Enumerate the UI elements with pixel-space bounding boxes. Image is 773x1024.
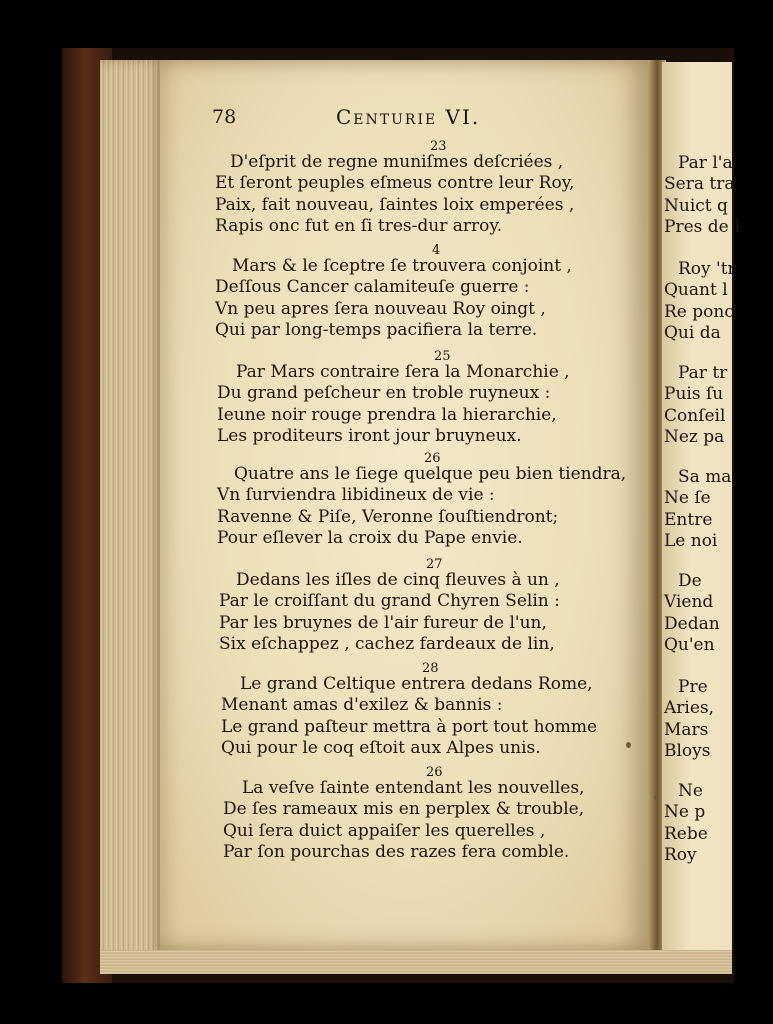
quatrain-number: 4 bbox=[432, 243, 441, 258]
verse-line: Le grand Celtique entrera dedans Rome, bbox=[240, 674, 593, 694]
quatrain-number: 26 bbox=[424, 451, 441, 466]
quatrain-number: 26 bbox=[426, 765, 443, 780]
verse-line: De ſes rameaux mis en perplex & trouble, bbox=[223, 799, 585, 820]
verse-line: Par Mars contraire ſera la Monarchie , bbox=[236, 362, 570, 382]
facing-page-fragment: Bloys bbox=[664, 740, 711, 761]
verse-line: Qui pour le coq eſtoit aux Alpes unis. bbox=[221, 737, 541, 758]
verse-line: Par les bruynes de l'air fureur de l'un, bbox=[219, 612, 547, 633]
facing-page-fragment: Rebe bbox=[664, 823, 708, 844]
facing-page-fragment: Ne p bbox=[664, 802, 706, 823]
quatrain-number: 28 bbox=[422, 661, 439, 676]
bottom-page-edge bbox=[100, 950, 732, 974]
facing-page-fragment: Conſeil bbox=[664, 405, 726, 426]
facing-page-fragment: Sera tra bbox=[664, 174, 735, 195]
facing-page-fragment: Sa ma bbox=[678, 467, 732, 487]
verse-line: Dedans les iſles de cinq fleuves à un , bbox=[236, 570, 560, 590]
facing-page-fragment: Ne ſe bbox=[664, 488, 711, 509]
page-number: 78 bbox=[212, 106, 237, 128]
verse-line: La veſve ſainte entendant les nouvelles, bbox=[242, 778, 585, 798]
facing-page-fragment: Viend bbox=[664, 592, 714, 613]
verse-line: Les proditeurs iront jour bruyneux. bbox=[217, 425, 522, 446]
facing-page-fragment: Ne bbox=[678, 781, 703, 801]
verse-line: Menant amas d'exilez & bannis : bbox=[221, 695, 503, 716]
verse-line: Le grand paſteur mettra à port tout homme bbox=[221, 716, 598, 737]
verse-line: Par ſon pourchas des razes fera comble. bbox=[223, 841, 570, 862]
facing-page-fragment: Mars bbox=[664, 719, 709, 740]
verse-line: Ieune noir rouge prendra la hierarchie, bbox=[217, 404, 557, 425]
facing-page-fragment: Qui da bbox=[664, 322, 721, 343]
facing-page-fragment: Qu'en bbox=[664, 634, 715, 655]
right-page bbox=[662, 62, 741, 957]
verse-line: Pour eſlever la croix du Pape envie. bbox=[217, 527, 523, 548]
verse-line: Rapis onc fut en ſi tres-dur arroy. bbox=[215, 215, 503, 236]
verse-line: Par le croiſſant du grand Chyren Selin : bbox=[219, 591, 560, 612]
facing-page-fragment: Quant l bbox=[664, 280, 728, 301]
facing-page-fragment: Puis ſu bbox=[664, 384, 724, 405]
facing-page-fragment: Par tr bbox=[678, 363, 728, 383]
verse-line: Qui par long-temps pacifiera la terre. bbox=[215, 319, 538, 340]
facing-page-fragment: Nez pa bbox=[664, 426, 725, 447]
paper-spot bbox=[654, 795, 658, 800]
facing-page-fragment: Dedan bbox=[664, 613, 720, 634]
facing-page-fragment: Roy bbox=[664, 844, 697, 865]
facing-page-fragment: Aries, bbox=[664, 698, 715, 719]
verse-line: Deſſous Cancer calamiteuſe guerre : bbox=[215, 277, 530, 298]
facing-page-fragment: Par l'a bbox=[678, 153, 733, 173]
verse-line: Du grand peſcheur en troble ruyneux : bbox=[217, 383, 551, 404]
facing-page-fragment: Pres de I bbox=[664, 216, 741, 237]
quatrain-number: 25 bbox=[434, 349, 451, 364]
facing-page-fragment: Roy 'tr bbox=[678, 259, 736, 279]
paper-spot bbox=[626, 742, 631, 748]
verse-line: D'eſprit de regne muniſmes deſcriées , bbox=[230, 152, 564, 172]
verse-line: Mars & le ſceptre ſe trouvera conjoint , bbox=[232, 256, 572, 276]
facing-page-fragment: De bbox=[678, 571, 702, 591]
page-edges bbox=[100, 60, 162, 972]
verse-line: Qui ſera duict appaiſer les querelles , bbox=[223, 820, 546, 841]
quatrain-number: 23 bbox=[430, 139, 447, 154]
running-head: Centurie VI. bbox=[336, 105, 481, 129]
facing-page-fragment: Nuict q bbox=[664, 195, 728, 216]
verse-line: Vn peu apres ſera nouveau Roy oingt , bbox=[215, 298, 546, 319]
verse-line: Paix, fait nouveau, ſaintes loix emperées , bbox=[215, 194, 575, 215]
verse-line: Quatre ans le ſiege quelque peu bien tiendra, bbox=[234, 464, 627, 484]
facing-page-fragment: Entre bbox=[664, 509, 713, 530]
verse-line: Ravenne & Piſe, Veronne ſouſtiendront; bbox=[217, 506, 559, 527]
facing-page-fragment: Pre bbox=[678, 677, 708, 697]
verse-line: Vn ſurviendra libidineux de vie : bbox=[217, 485, 495, 506]
facing-page-fragment: Re ponc bbox=[664, 301, 734, 322]
verse-line: Six eſchappez , cachez fardeaux de lin, bbox=[219, 633, 555, 654]
verse-line: Et ſeront peuples eſmeus contre leur Roy, bbox=[215, 173, 575, 194]
quatrain-number: 27 bbox=[426, 557, 443, 572]
facing-page-fragment: Le noi bbox=[664, 530, 718, 551]
